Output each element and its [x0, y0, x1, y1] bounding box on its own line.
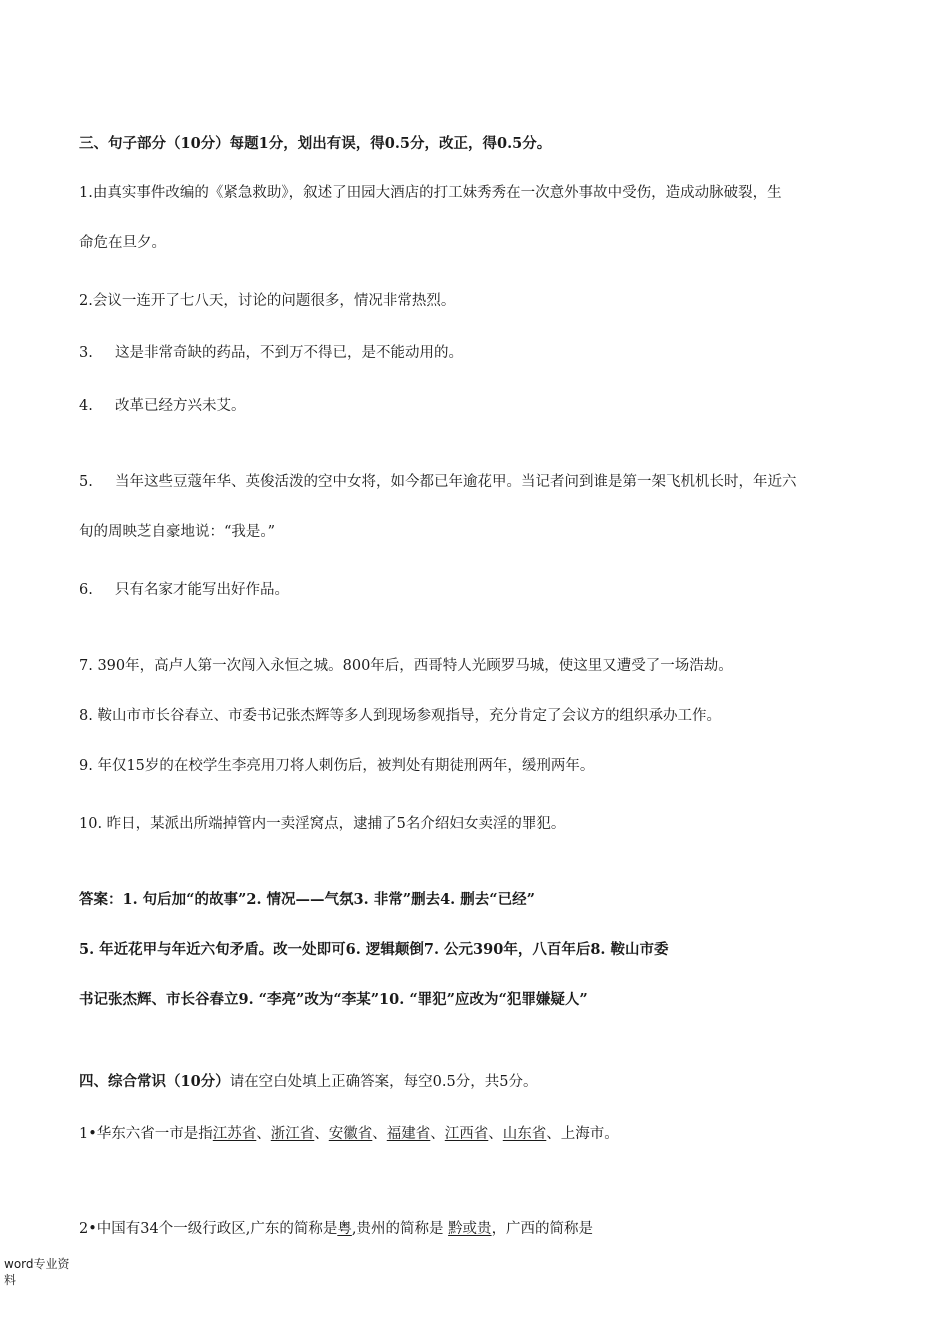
section4-heading [79, 1072, 890, 1092]
question-7: 7. 390年，高卢人第一次闯入永恒之城。800年后，西哥特人光顾罗马城，使这里又遭受了一场浩劫。 [79, 658, 733, 674]
s4q1-answer-2: 浙江省 [270, 1126, 315, 1142]
s4q1-separator: 、 [430, 1126, 445, 1142]
question-2: 2.会议一连开了七八天，讨论的问题很多，情况非常热烈。 [79, 293, 456, 309]
question-4 [79, 396, 890, 416]
question-4-number: 4. [79, 398, 93, 414]
question-6-number: 6. [79, 582, 93, 598]
s4q1-answer-1: 江苏省 [212, 1126, 257, 1142]
s4q1-separator: 、 [488, 1126, 503, 1142]
question-3-text: 这是非常奇缺的药品，不到万不得已，是不能动用的。 [115, 345, 463, 361]
section4-question-1 [79, 1124, 890, 1144]
s4q1-suffix: 、上海市。 [546, 1126, 619, 1142]
s4q1-answer-5: 江西省 [444, 1126, 489, 1142]
footer-line-1: word专业资 [4, 1257, 70, 1271]
s4q2-answer-2: 黔或贵 [448, 1221, 492, 1237]
question-5-line-2: 旬的周映芝自豪地说：“我是。” [79, 524, 276, 540]
section4-heading-instructions: 请在空白处填上正确答案，每空0.5分，共5分。 [229, 1074, 538, 1090]
footer-watermark [4, 1256, 94, 1288]
s4q1-answer-3: 安徽省 [328, 1126, 373, 1142]
s4q1-answer-4: 福建省 [386, 1126, 431, 1142]
answer-line-3: 书记张杰辉、市长谷春立9. “李亮”改为“李某”10. “罪犯”应改为“犯罪嫌疑人” [79, 991, 588, 1008]
question-8: 8. 鞍山市市长谷春立、市委书记张杰辉等多人到现场参观指导，充分肯定了会议方的组织承办工作。 [79, 708, 721, 724]
question-9: 9. 年仅15岁的在校学生李亮用刀将人刺伤后，被判处有期徒刑两年，缓刑两年。 [79, 758, 595, 774]
s4q1-prefix: 1•华东六省一市是指 [79, 1126, 213, 1142]
question-5-text: 当年这些豆蔻年华、英俊活泼的空中女将，如今都已年逾花甲。当记者问到谁是第一架飞机机长时，年近六 [115, 474, 797, 490]
question-3-number: 3. [79, 345, 93, 361]
question-5-line-1 [79, 472, 890, 492]
section4-question-2 [79, 1219, 890, 1239]
s4q2-suffix: ，广西的简称是 [491, 1221, 594, 1237]
footer-line-2: 料 [4, 1273, 17, 1287]
section3-heading: 三、句子部分（10分）每题1分，划出有误，得0.5分，改正，得0.5分。 [79, 135, 552, 152]
question-4-text: 改革已经方兴未艾。 [115, 398, 246, 414]
question-1-line-2: 命危在旦夕。 [79, 235, 166, 251]
s4q2-answer-1: 粤 [337, 1221, 352, 1237]
question-3 [79, 343, 890, 363]
s4q2-prefix: 2•中国有34个一级行政区,广东的简称是 [79, 1221, 338, 1237]
question-10: 10. 昨日，某派出所端掉管内一卖淫窝点，逮捕了5名介绍妇女卖淫的罪犯。 [79, 816, 566, 832]
section4-heading-title: 四、综合常识（10分） [79, 1073, 230, 1090]
question-6 [79, 580, 890, 600]
answer-line-1: 答案：1. 句后加“的故事”2. 情况——气氛3. 非常”删去4. 删去“已经” [79, 891, 535, 908]
s4q1-separator: 、 [256, 1126, 271, 1142]
question-6-text: 只有名家才能写出好作品。 [115, 582, 289, 598]
answer-line-2: 5. 年近花甲与年近六旬矛盾。改一处即可6. 逻辑颠倒7. 公元390年，八百年后8. 鞍山市委 [79, 941, 669, 958]
question-1-line-1: 1.由真实事件改编的《紧急救助》，叙述了田园大酒店的打工妹秀秀在一次意外事故中受伤，造成动脉破裂，生 [79, 185, 782, 201]
s4q1-separator: 、 [314, 1126, 329, 1142]
s4q1-separator: 、 [372, 1126, 387, 1142]
question-5-number: 5. [79, 474, 93, 490]
s4q1-answer-6: 山东省 [502, 1126, 547, 1142]
s4q2-middle: ,贵州的简称是 [351, 1221, 444, 1237]
